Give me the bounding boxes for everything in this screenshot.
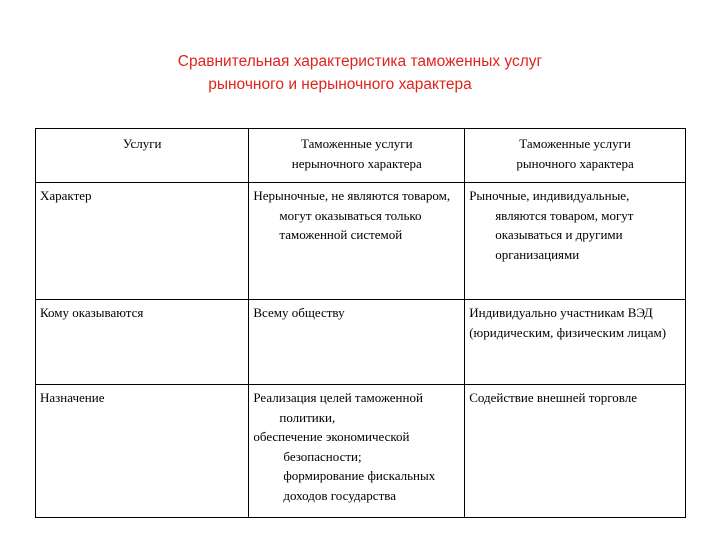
row-label-purpose: Назначение (36, 385, 249, 518)
table-row (36, 300, 686, 385)
header-market: Таможенные услуги рыночного характера (465, 129, 686, 183)
cell-purpose-market: Содействие внешней торговле (465, 385, 686, 518)
title-line-2: рыночного и нерыночного характера (208, 76, 472, 93)
header-nonmarket: Таможенные услуги нерыночного характера (249, 129, 465, 183)
purpose-nonmarket-part2-wrap (253, 427, 444, 505)
slide-title (0, 50, 720, 96)
recipients-market-note: (юридическим, физическим лицам) (469, 324, 667, 340)
cell-character-market: Рыночные, индивидуальные, являются товаром, могут оказываться и другими организациями (465, 183, 686, 300)
purpose-nonmarket-part1: Реализация целей таможенной политики, (253, 390, 423, 425)
recipients-market-main: Индивидуально участникам ВЭД (469, 305, 653, 320)
header-services: Услуги (36, 129, 249, 183)
comparison-table (35, 128, 686, 518)
row-label-character: Характер (36, 183, 249, 300)
row-label-recipients: Кому оказываются (36, 300, 249, 385)
cell-purpose-nonmarket (249, 385, 465, 518)
table-row (36, 385, 686, 518)
cell-recipients-nonmarket: Всему обществу (249, 300, 465, 385)
table-header-row (36, 129, 686, 183)
purpose-nonmarket-part2: обеспечение экономической безопасности; формирование фискальных доходов государства (253, 429, 436, 503)
table-row (36, 183, 686, 300)
title-line-1: Сравнительная характеристика таможенных услуг (177, 53, 543, 70)
cell-recipients-market (465, 300, 686, 385)
cell-character-nonmarket: Нерыночные, не являются товаром, могут оказываться только таможенной системой (249, 183, 465, 300)
